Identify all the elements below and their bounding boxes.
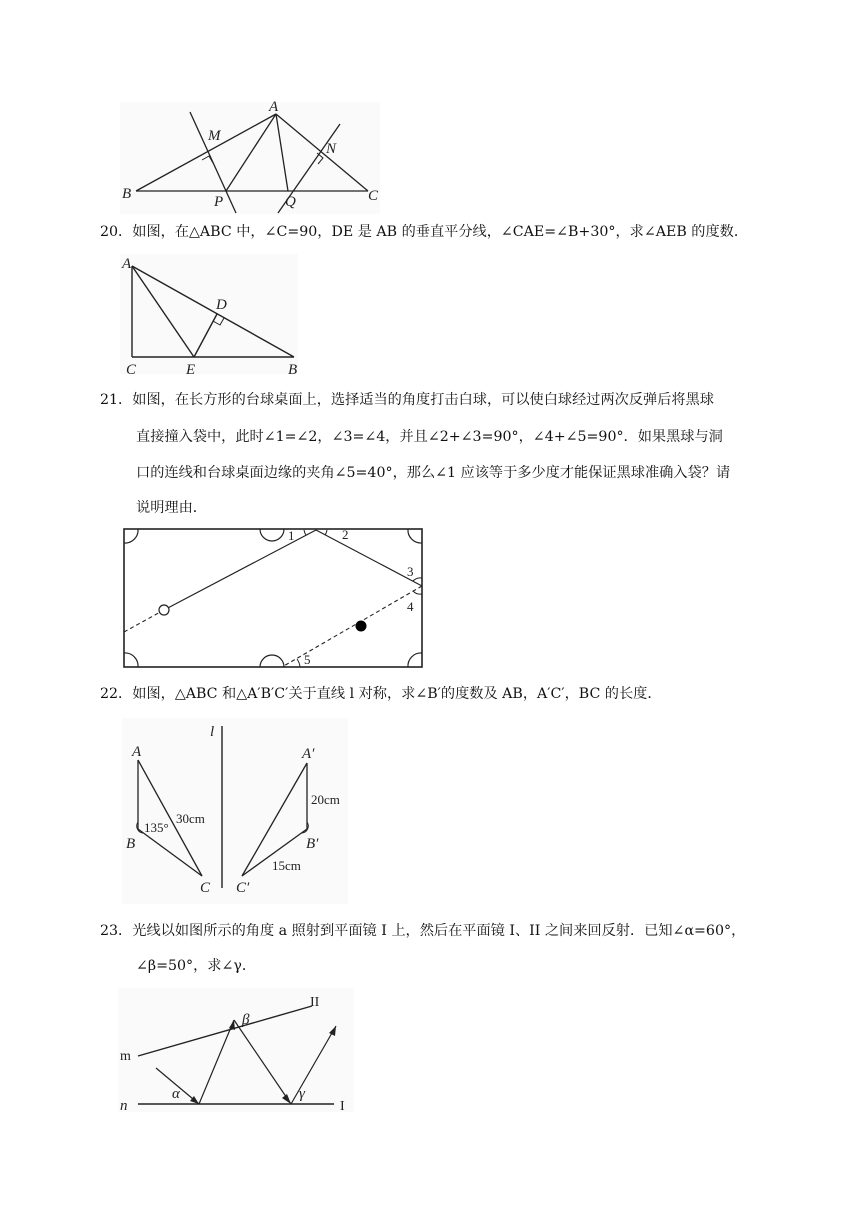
- label-C-prime: C′: [236, 880, 250, 896]
- line-l-label: l: [210, 724, 215, 740]
- question-20: [100, 224, 748, 240]
- question-line-1: 如图，在长方形的台球桌面上，选择适当的角度打击白球，可以使白球经过两次反弹后将黑球: [132, 392, 714, 408]
- question-line-1: 光线以如图所示的角度 a 照射到平面镜 I 上，然后在平面镜 I、II 之间来回反射．已知∠α=60°，: [132, 923, 746, 939]
- line-n-label: n: [120, 1098, 128, 1114]
- label-N: N: [326, 141, 337, 157]
- bc-prime-length-label: 15cm: [272, 858, 301, 873]
- label-B: B: [288, 362, 298, 378]
- label-C: C: [200, 880, 211, 896]
- question-text: 如图，在△ABC 中，∠C=90，DE 是 AB 的垂直平分线，∠CAE=∠B+30°，求∠AEB 的度数．: [132, 224, 749, 240]
- angle-alpha-label: α: [172, 1086, 180, 1102]
- label-A: A: [132, 744, 142, 760]
- angle-5-label: 5: [304, 652, 311, 667]
- label-D: D: [216, 297, 227, 313]
- question-number: 23．: [100, 923, 133, 939]
- angle-4-label: 4: [407, 599, 414, 614]
- label-Q: Q: [285, 194, 296, 210]
- label-P: P: [214, 194, 224, 210]
- label-C: C: [126, 362, 137, 378]
- question-21-line-4: 说明理由．: [136, 500, 207, 516]
- angle-beta-label: β: [242, 1012, 250, 1028]
- figure-q19: [118, 100, 388, 218]
- question-21: [100, 392, 714, 408]
- question-21-line-2: 直接撞入袋中，此时∠1=∠2，∠3=∠4，并且∠2+∠3=90°，∠4+∠5=90°．如果黑球与洞: [136, 429, 723, 445]
- question-number: 21．: [100, 392, 133, 408]
- mirror-II-label: II: [310, 995, 320, 1010]
- question-text: 如图，△ABC 和△A′B′C′关于直线 l 对称，求∠B′的度数及 AB，A′C′，BC 的长度．: [132, 686, 662, 702]
- label-C: C: [368, 188, 379, 204]
- question-23-line-2: ∠β=50°，求∠γ．: [136, 958, 257, 974]
- label-A: A: [122, 256, 132, 272]
- angle-1-label: 1: [288, 528, 295, 543]
- ab-prime-length-label: 20cm: [311, 792, 340, 807]
- angle-3-label: 3: [407, 564, 414, 579]
- line-m-label: m: [120, 1049, 131, 1064]
- question-number: 20．: [100, 224, 133, 240]
- angle-2-label: 2: [342, 527, 349, 542]
- figure-q22: [120, 716, 350, 906]
- ac-length-label: 30cm: [176, 811, 205, 826]
- label-B: B: [126, 836, 136, 852]
- mirror-I-label: I: [340, 1099, 345, 1114]
- figure-q21-billiard-table: [120, 526, 428, 672]
- label-B: B: [122, 186, 132, 202]
- figure-q23-mirrors: [116, 986, 356, 1114]
- angle-gamma-label: γ: [299, 1086, 305, 1102]
- label-B-prime: B′: [306, 836, 319, 852]
- question-22: [100, 686, 662, 702]
- label-A-prime: A′: [302, 746, 315, 762]
- question-number: 22．: [100, 686, 133, 702]
- label-E: E: [186, 362, 196, 378]
- figure-q20: [118, 252, 303, 378]
- angle-135-label: 135°: [144, 820, 169, 835]
- label-A: A: [269, 100, 279, 115]
- question-21-line-3: 口的连线和台球桌面边缘的夹角∠5=40°，那么∠1 应该等于多少度才能保证黑球准确入袋？请: [136, 465, 731, 481]
- question-23: [100, 923, 745, 939]
- label-M: M: [208, 128, 221, 144]
